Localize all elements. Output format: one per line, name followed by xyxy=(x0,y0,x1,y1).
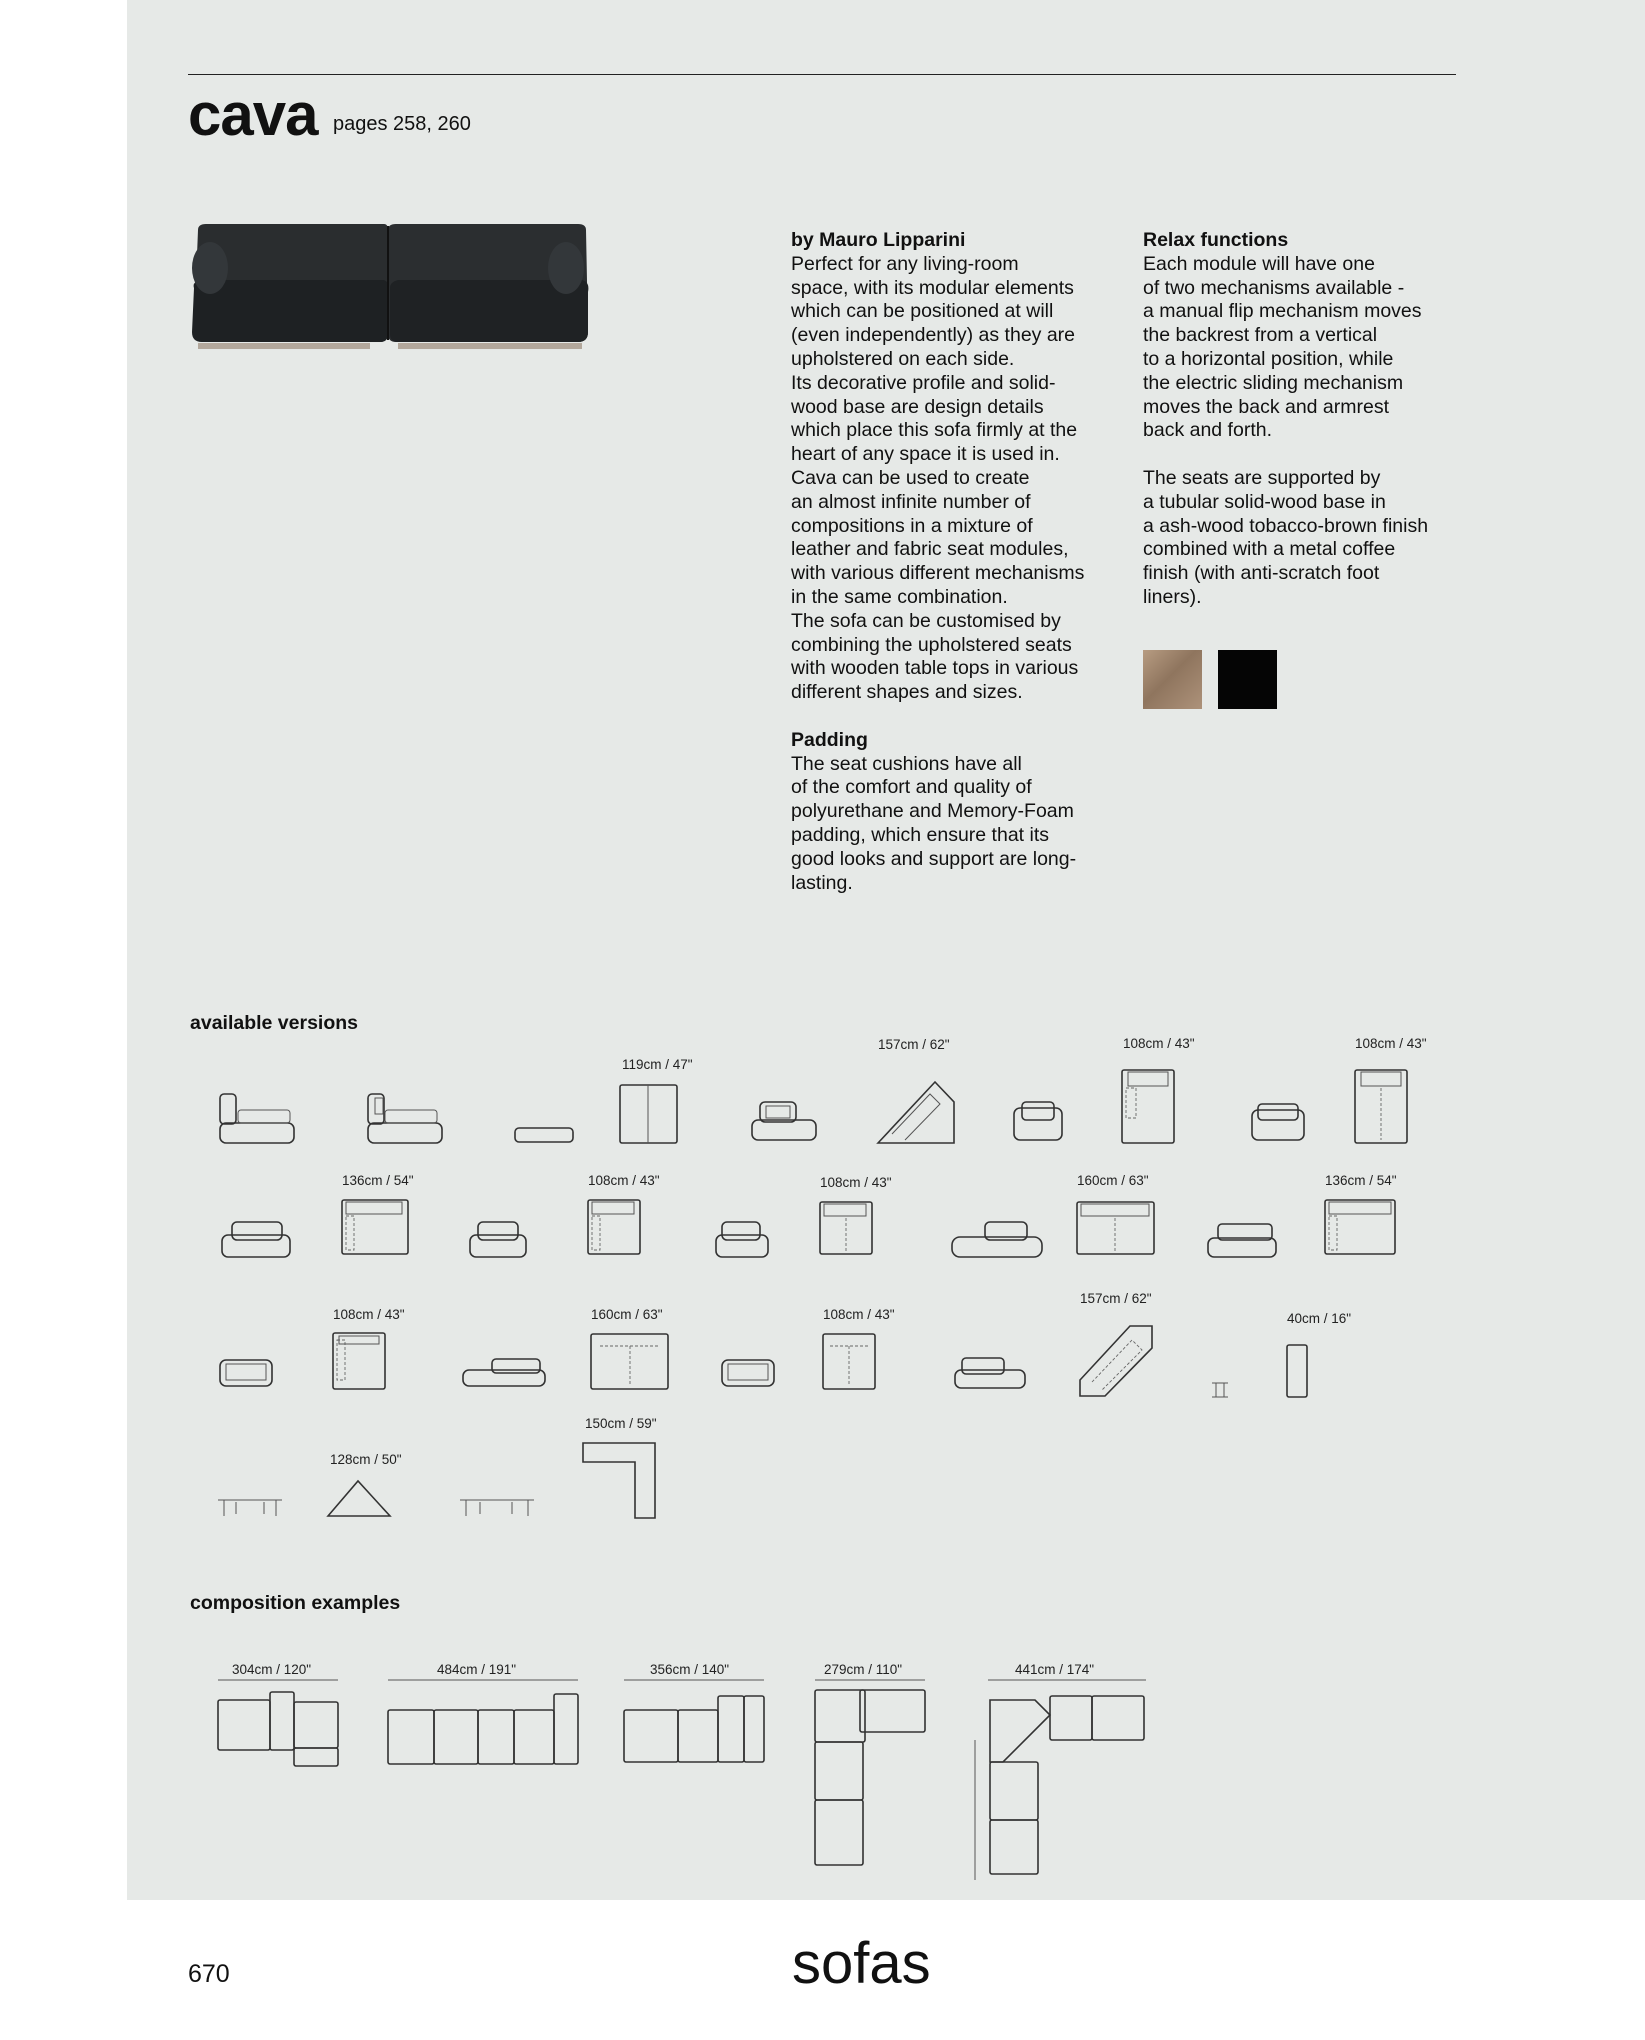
description-column xyxy=(791,229,1121,895)
intro-line: leather and fabric seat modules, xyxy=(791,538,1069,561)
relax-line: to a horizontal position, while xyxy=(1143,347,1394,370)
padding-line: of the comfort and quality of xyxy=(791,776,1032,799)
dim-label: 108cm / 43" xyxy=(820,1175,892,1190)
dim-label: 128cm / 50" xyxy=(330,1452,402,1467)
dim-label: 157cm / 62" xyxy=(878,1037,950,1052)
dim-label: 441cm / 174" xyxy=(1015,1662,1095,1677)
intro-line: in the same combination. xyxy=(791,585,1008,608)
relax-line: back and forth. xyxy=(1143,419,1272,442)
intro-line: compositions in a mixture of xyxy=(791,514,1033,537)
dim-label: 136cm / 54" xyxy=(342,1173,414,1188)
intro-line: which can be positioned at will xyxy=(791,300,1054,323)
version-drawing xyxy=(220,1326,1307,1397)
support-line: a tubular solid-wood base in xyxy=(1143,490,1386,513)
dim-label: 157cm / 62" xyxy=(1080,1291,1152,1306)
intro-line: with wooden table tops in various xyxy=(791,657,1079,680)
designer-credit: by Mauro Lipparini xyxy=(791,229,966,251)
intro-line: wood base are design details xyxy=(791,395,1044,418)
dim-label: 119cm / 47" xyxy=(622,1057,693,1072)
dim-label: 484cm / 191" xyxy=(437,1662,517,1677)
dim-label: 108cm / 43" xyxy=(333,1307,405,1322)
padding-line: good looks and support are long- xyxy=(791,847,1077,870)
relax-line: moves the back and armrest xyxy=(1143,395,1390,418)
header-rule xyxy=(188,74,1456,75)
support-line: combined with a metal coffee xyxy=(1143,538,1396,561)
category-label: sofas xyxy=(792,1931,931,1996)
dim-label: 108cm / 43" xyxy=(1355,1036,1427,1051)
support-line: finish (with anti-scratch foot xyxy=(1143,562,1380,585)
product-title: cava xyxy=(188,81,318,148)
support-line: liners). xyxy=(1143,585,1202,608)
version-drawing xyxy=(220,1070,1407,1143)
intro-line: with various different mechanisms xyxy=(791,562,1085,585)
dim-label: 108cm / 43" xyxy=(823,1307,895,1322)
dim-label: 356cm / 140" xyxy=(650,1662,730,1677)
support-line: The seats are supported by xyxy=(1143,466,1381,489)
dim-label: 160cm / 63" xyxy=(591,1307,663,1322)
intro-line: The sofa can be customised by xyxy=(791,609,1061,632)
pages-reference: pages 258, 260 xyxy=(333,113,471,135)
relax-heading: Relax functions xyxy=(1143,229,1289,251)
relax-line: of two mechanisms available - xyxy=(1143,276,1405,299)
dim-label: 40cm / 16" xyxy=(1287,1311,1352,1326)
intro-line: different shapes and sizes. xyxy=(791,681,1023,704)
wood-finish-swatch xyxy=(1143,650,1202,709)
dim-label: 304cm / 120" xyxy=(232,1662,312,1677)
dim-label: 108cm / 43" xyxy=(588,1173,660,1188)
relax-line: the electric sliding mechanism xyxy=(1143,371,1404,394)
dim-label: 160cm / 63" xyxy=(1077,1173,1149,1188)
sofa-photo xyxy=(186,222,592,354)
intro-line: upholstered on each side. xyxy=(791,347,1015,370)
relax-column xyxy=(1143,229,1473,610)
padding-heading: Padding xyxy=(791,728,868,751)
dim-label: 136cm / 54" xyxy=(1325,1173,1397,1188)
intro-line: (even independently) as they are xyxy=(791,324,1076,347)
relax-line: the backrest from a vertical xyxy=(1143,324,1378,347)
intro-line: an almost infinite number of xyxy=(791,490,1031,513)
padding-line: polyurethane and Memory-Foam xyxy=(791,800,1074,823)
metal-finish-swatch xyxy=(1218,650,1277,709)
version-drawing xyxy=(222,1200,1395,1257)
versions-heading: available versions xyxy=(190,1012,359,1034)
version-drawing xyxy=(218,1443,655,1518)
intro-line: heart of any space it is used in. xyxy=(791,443,1060,466)
composition-drawing xyxy=(218,1690,1144,1874)
support-line: a ash-wood tobacco-brown finish xyxy=(1143,514,1429,537)
dim-label: 108cm / 43" xyxy=(1123,1036,1195,1051)
padding-line: lasting. xyxy=(791,871,853,894)
intro-line: Cava can be used to create xyxy=(791,466,1030,489)
page-number: 670 xyxy=(188,1960,230,1988)
compositions-heading: composition examples xyxy=(190,1592,401,1614)
padding-line: The seat cushions have all xyxy=(791,752,1022,775)
intro-line: space, with its modular elements xyxy=(791,276,1074,299)
intro-line: Its decorative profile and solid- xyxy=(791,371,1056,394)
versions-drawings xyxy=(0,1030,1645,1530)
intro-line: combining the upholstered seats xyxy=(791,633,1072,656)
composition-drawings xyxy=(0,1640,1645,1880)
intro-line: Perfect for any living-room xyxy=(791,252,1019,275)
dim-label: 279cm / 110" xyxy=(824,1662,903,1677)
padding-line: padding, which ensure that its xyxy=(791,823,1049,846)
intro-line: which place this sofa firmly at the xyxy=(791,419,1078,442)
dim-label: 150cm / 59" xyxy=(585,1416,657,1431)
relax-line: Each module will have one xyxy=(1143,252,1375,275)
relax-line: a manual flip mechanism moves xyxy=(1143,300,1422,323)
